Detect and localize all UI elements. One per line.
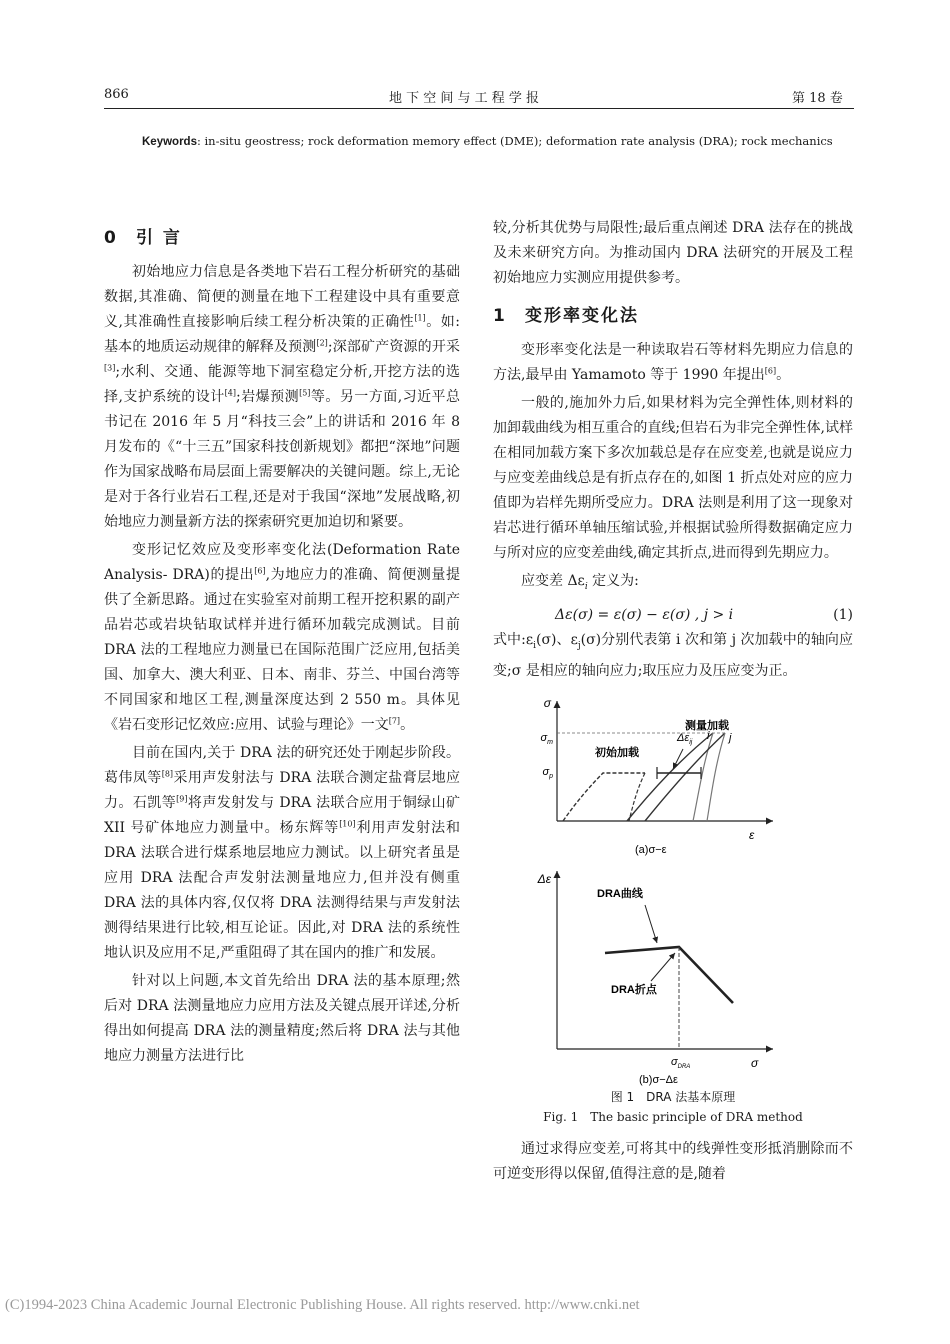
curve-i-label: i bbox=[707, 729, 710, 742]
dra-paragraph-1: 变形率变化法是一种读取岩石等材料先期应力信息的方法,最早由 Yamamoto 等于 1990 年提出[6]。 bbox=[493, 342, 853, 383]
dra-paragraph-3: 通过求得应变差,可将其中的线弹性变形抵消删除而不可逆变形得以保留,值得注意的是,随着 bbox=[493, 1140, 853, 1182]
citation: [1] bbox=[414, 313, 426, 323]
panel-a bbox=[541, 696, 773, 856]
keywords-block bbox=[142, 131, 842, 153]
citation: [9] bbox=[176, 794, 188, 804]
sigma-m-label: $\sigma_m$ bbox=[540, 731, 553, 746]
delta-epsilon-label: $\Delta\varepsilon_{ij}$ bbox=[677, 731, 693, 746]
volume-number: 第 18 卷 bbox=[792, 91, 843, 106]
keywords-text: : in-situ geostress; rock deformation memory effect (DME); deformation rate analysis (DRA); rock mechanics bbox=[196, 134, 833, 148]
header-rule bbox=[104, 108, 854, 109]
unloading-curve-j bbox=[707, 733, 725, 821]
section-number: 0 bbox=[104, 228, 118, 248]
citation: [6] bbox=[764, 366, 777, 376]
curve-j-label: j bbox=[729, 731, 732, 744]
loading-curve-i bbox=[627, 733, 713, 821]
section-heading-intro bbox=[104, 216, 460, 260]
panel-b-caption: (b)σ−Δε bbox=[639, 1073, 678, 1086]
measure-loading-label: 测量加载 bbox=[685, 719, 729, 732]
figure-1 bbox=[493, 687, 853, 1087]
panel-b bbox=[537, 871, 773, 1086]
intro-paragraph-4: 针对以上问题,本文首先给出 DRA 法的基本原理;然后对 DRA 法测量地应力应用方法及关键点展开详述,分析得出如何提高 DRA 法的测量精度;然后将 DRA 法与其他地应力测量方法进行比 bbox=[104, 973, 460, 1064]
equation-1 bbox=[493, 603, 853, 628]
keywords-label: Keywords bbox=[142, 136, 197, 148]
left-column bbox=[104, 216, 460, 1072]
page-number: 866 bbox=[104, 87, 129, 102]
citation: [10] bbox=[339, 819, 356, 829]
section-title: 变形率变化法 bbox=[525, 306, 639, 326]
strain-difference-intro: 应变差 $\Delta\varepsilon_i$ 定义为: bbox=[521, 573, 639, 592]
section-heading-dra bbox=[493, 294, 853, 338]
panel-b-y-label: Δε bbox=[537, 871, 551, 886]
panel-a-caption: (a)σ−ε bbox=[635, 843, 667, 856]
panel-a-x-label: ε bbox=[749, 827, 755, 842]
initial-unloading-curve bbox=[629, 773, 645, 821]
citation: [4] bbox=[224, 388, 237, 398]
section-number: 1 bbox=[493, 306, 507, 326]
copyright-footer: (C)1994-2023 China Academic Journal Electronic Publishing House. All rights reserved. http://www.cnki.net bbox=[5, 1297, 640, 1313]
panel-b-x-label: σ bbox=[751, 1055, 759, 1070]
unloading-curve-i bbox=[693, 733, 713, 821]
dra-curve-label: DRA曲线 bbox=[597, 887, 643, 900]
initial-loading-label: 初始加载 bbox=[595, 746, 639, 759]
figure-1-graphic bbox=[533, 693, 793, 1089]
intro-paragraph-2: 变形记忆效应及变形率变化法(Deformation Rate Analysis- DRA)的提出[6],为地应力的准确、简便测量提供了全新思路。通过在实验室对前期工程开挖积累的副产品岩芯或岩块钻取试样并进行循环加载完成测试。目前 DRA 法的工程地应力测量已在国际范围广泛应用,包括美国、加拿大、澳大利亚、日本、南非、芬兰、中国台湾等不同国家和地区工程,测量深度达到 2 550 m。具体见《岩石变形记忆效应:应用、试验与理论》一文[7]。 bbox=[104, 542, 460, 733]
equation-number: (1) bbox=[833, 606, 853, 623]
figure-caption-zh: 图 1 DRA 法基本原理 bbox=[610, 1089, 736, 1104]
section-title: 引 言 bbox=[136, 228, 182, 248]
intro-paragraph-3: 目前在国内,关于 DRA 法的研究还处于刚起步阶段。葛伟凤等[8]采用声发射法与 DRA 法联合测定盐膏层地应力。石凯等[9]将声发射发与 DRA 法联合应用于铜绿山矿 XII 号矿体地应力测量中。杨东辉等[10]利用声发射法和 DRA 法联合进行煤系地层地应力测试。以上研究者虽是应用 DRA 法配合声发射法测量地应力,但并没有侧重 DRA 法的具体内容,仅仅将 DRA 法测得结果与声发射法测得结果进行比较,相互论证。因此,对 DRA 法的系统性地认识及应用不足,严重阻碍了其在国内的推广和发展。 bbox=[104, 745, 461, 961]
right-column bbox=[493, 216, 853, 1190]
intro-paragraph-1: 初始地应力信息是各类地下岩石工程分析研究的基础数据,其准确、简便的测量在地下工程建设中具有重要意义,其准确性直接影响后续工程分析决策的正确性[1]。如:基本的地质运动规律的解释及预测[2];深部矿产资源的开采[3];水利、交通、能源等地下洞室稳定分析,开挖方法的选择,支护系统的设计[4];岩爆预测[5]等。另一方面,习近平总书记在 2016 年 5 月“科技三会”上的讲话和 2016 年 8 月发布的《“十三五”国家科技创新规划》都把“深地”问题作为国家战略布局层面上需要解决的关键问题。综上,无论是对于各行业岩石工程,还是对于我国“深地”发展战略,初始地应力测量新方法的探索研究更加迫切和紧要。 bbox=[104, 264, 461, 530]
figure-caption-en: Fig. 1 The basic principle of DRA method bbox=[543, 1109, 803, 1124]
intro-paragraph-4-continued: 较,分析其优势与局限性;最后重点阐述 DRA 法存在的挑战及未来研究方向。为推动国内 DRA 法研究的开展及工程初始地应力实测应用提供参考。 bbox=[493, 220, 853, 286]
dra-point-label: DRA折点 bbox=[611, 983, 657, 996]
equation-explanation: 式中$:\varepsilon_i(\sigma)$、$\varepsilon_j(\sigma)$分别代表第 i 次和第 j 次加载中的轴向应变;σ 是相应的轴向应力;取压应力及压应变为正。 bbox=[493, 631, 853, 679]
citation: [2] bbox=[316, 338, 328, 348]
panel-a-y-label: σ bbox=[543, 695, 551, 710]
citation: [3] bbox=[104, 363, 116, 373]
citation: [8] bbox=[161, 769, 174, 779]
dra-paragraph-2: 一般的,施加外力后,如果材料为完全弹性体,则材料的加卸载曲线为相互重合的直线;但岩石为非完全弹性体,试样在相同加载方案下多次加载总是存在应变差,也就是说应力与应变差曲线总是有折点存在的,如图 1 折点处对应的应力值即为岩样先期所受应力。DRA 法则是利用了这一现象对岩芯进行循环单轴压缩试验,并根据试验所得数据确定应力与所对应的应变差曲线,确定其折点,进而得到先期应力。 bbox=[493, 395, 853, 561]
equation-body: Δε(σ) = ε(σ) − ε(σ) , j > i bbox=[555, 606, 734, 623]
sigma-p-label: $\sigma_p$ bbox=[542, 765, 553, 780]
citation: [7] bbox=[388, 716, 401, 726]
citation: [5] bbox=[299, 388, 311, 398]
sigma-dra-label: $\sigma_{DRA}$ bbox=[671, 1055, 691, 1070]
journal-name: 地 下 空 间 与 工 程 学 报 bbox=[389, 91, 540, 106]
citation: [6] bbox=[254, 566, 266, 576]
